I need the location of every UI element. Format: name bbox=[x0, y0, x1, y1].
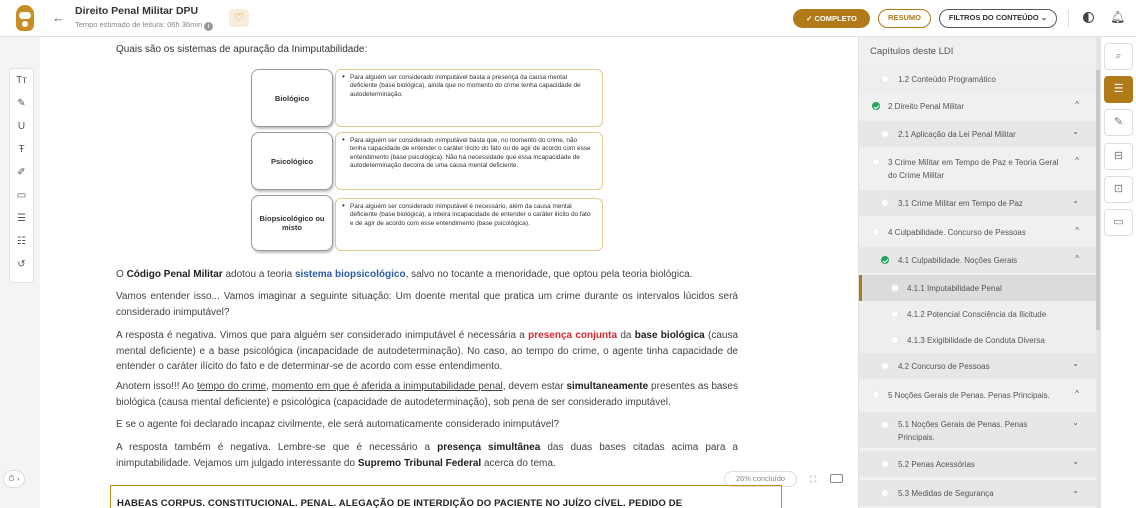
owl-logo-icon[interactable] bbox=[16, 5, 34, 31]
chapter-item-5-2[interactable]: 5.2 Penas Acessórias ⌄ bbox=[859, 451, 1096, 477]
undo-icon[interactable]: ↺ bbox=[17, 259, 26, 270]
status-dot bbox=[881, 421, 889, 429]
chapter-item-4-1-1[interactable]: 4.1.1 Imputabilidade Penal bbox=[859, 275, 1096, 301]
chevron-up-icon[interactable]: ^ bbox=[1075, 254, 1079, 263]
chapters-list-icon[interactable]: ☰ bbox=[1104, 76, 1133, 103]
chapter-item-4-1[interactable]: 4.1 Culpabilidade. Noções Gerais ^ bbox=[859, 247, 1096, 273]
chevron-up-icon[interactable]: ^ bbox=[1075, 156, 1079, 165]
card-view-icon[interactable] bbox=[830, 474, 843, 483]
chevron-up-icon[interactable]: ^ bbox=[1075, 226, 1079, 235]
chevron-up-icon[interactable]: ^ bbox=[1075, 100, 1079, 109]
figure-label-psicologico: Psicológico bbox=[251, 132, 333, 190]
chapter-item-5-3[interactable]: 5.3 Medidas de Segurança ⌄ bbox=[859, 480, 1096, 506]
chevron-down-icon[interactable]: ⌄ bbox=[1072, 359, 1079, 368]
reading-time-text: Tempo estimado de leitura: 06h 36min bbox=[75, 20, 203, 29]
paragraph-cpm-theory: O Código Penal Militar adotou a teoria sistema biopsicológico, salvo no tocante a menoridade, que optou pela teoria biológica. bbox=[116, 269, 693, 280]
resumo-button[interactable]: RESUMO bbox=[878, 9, 931, 28]
contrast-icon[interactable] bbox=[1083, 12, 1094, 23]
section-question: Quais são os sistemas de apuração da Inimputabilidade: bbox=[116, 44, 368, 55]
chapter-item-3[interactable]: 3 Crime Militar em Tempo de Paz e Teoria Geral do Crime Militar ^ bbox=[859, 151, 1096, 187]
header-divider bbox=[1068, 10, 1069, 27]
status-dot bbox=[872, 158, 880, 166]
chapter-item-1-2[interactable]: 1.2 Conteúdo Programático bbox=[859, 66, 1096, 92]
strikethrough-icon[interactable]: Ŧ bbox=[18, 144, 25, 155]
chapter-item-5-1[interactable]: 5.1 Noções Gerais de Penas. Penas Principais. ⌄ bbox=[859, 412, 1096, 448]
top-header bbox=[0, 0, 1136, 37]
paragraph-example: Vamos entender isso... Vamos imaginar a seguinte situação: Um doente mental que pratica um crime durante os intervalos lúcidos será considerado inimputável? bbox=[116, 291, 738, 318]
jurisprudence-box: HABEAS CORPUS. CONSTITUCIONAL. PENAL. ALEGAÇÃO DE INTERDIÇÃO DO PACIENTE NO JUÍZO CÍVEL. PEDIDO DE bbox=[110, 485, 782, 508]
status-dot bbox=[881, 199, 889, 207]
paragraph-answer-also-negative: A resposta também é negativa. Lembre-se que é necessário a presença simultânea das duas bases citadas acima para a inimputabilidade. Vejamos um julgado interessante do Supremo Tribunal Federal acerca do tema. bbox=[116, 442, 738, 469]
annotation-toolbar bbox=[9, 68, 34, 283]
chapter-item-2-1[interactable]: 2.1 Aplicação da Lei Penal Militar ⌄ bbox=[859, 121, 1096, 147]
notification-bell-icon[interactable]: 🔔︎ bbox=[1110, 10, 1126, 24]
chevron-down-icon[interactable]: ⌄ bbox=[1072, 127, 1079, 136]
status-dot bbox=[891, 310, 899, 318]
status-dot bbox=[872, 228, 880, 236]
highlighter-icon[interactable]: ✎ bbox=[17, 98, 26, 109]
chevron-down-icon[interactable]: ⌄ bbox=[1072, 418, 1079, 427]
back-arrow-icon[interactable]: ← bbox=[52, 10, 65, 25]
status-dot bbox=[881, 489, 889, 497]
timer-toggle[interactable]: ⏱ › bbox=[3, 470, 25, 488]
status-dot bbox=[891, 284, 899, 292]
figure-text-biopsicologico: • Para alguém ser considerado inimputável é necessário, além da causa mental deficiente (base biológica), a inteira incapacidade de entender o caráter ilícito do fato e de agir de acordo com esse entendimento (base psicológica). bbox=[335, 198, 603, 251]
underline-icon[interactable]: U bbox=[17, 121, 26, 132]
fullscreen-icon[interactable]: ⛶ bbox=[810, 474, 817, 484]
chevron-down-icon[interactable]: ⌄ bbox=[1072, 457, 1079, 466]
document-title: Direito Penal Militar DPU bbox=[75, 5, 199, 17]
comment-icon[interactable]: ▭ bbox=[16, 190, 27, 201]
info-icon[interactable]: i bbox=[204, 22, 213, 31]
status-dot bbox=[891, 336, 899, 344]
search-icon[interactable]: ⌕ bbox=[1104, 43, 1133, 70]
chapter-item-5[interactable]: 5 Noções Gerais de Penas. Penas Principais. ^ bbox=[859, 382, 1096, 408]
chapter-item-4[interactable]: 4 Culpabilidade. Concurso de Pessoas ^ bbox=[859, 219, 1096, 245]
notes-pencil-icon[interactable]: ✎ bbox=[1104, 109, 1133, 136]
indent-icon[interactable]: ☰ bbox=[17, 213, 26, 224]
figure-text-psicologico: • Para alguém ser considerado inimputável basta que, no momento do crime, não tenha capacidade de entender o caráter ilícito do fato ou de agir de acordo com esse entendimento (base psicológica). Não há necessidade que essa incapacidade de autodeterminação decorra de uma causa mental deficiente. bbox=[335, 132, 603, 190]
chapter-item-4-1-2[interactable]: 4.1.2 Potencial Consciência da Ilicitude bbox=[859, 301, 1096, 327]
figure-text-biologico: • Para alguém ser considerado inimputável basta a presença da causa mental deficiente (base biológica), ainda que no momento do crime tenha capacidade de autodeterminação. bbox=[335, 69, 603, 127]
edit-note-icon[interactable]: ✐ bbox=[17, 167, 26, 178]
bookmark-icon[interactable]: ⊟ bbox=[1104, 143, 1133, 170]
comments-icon[interactable]: ▭ bbox=[1104, 209, 1133, 236]
reading-time bbox=[75, 20, 213, 31]
status-dot bbox=[881, 362, 889, 370]
figure-label-biologico: Biológico bbox=[251, 69, 333, 127]
completed-check-icon bbox=[881, 256, 889, 264]
status-dot bbox=[881, 75, 889, 83]
status-dot bbox=[881, 130, 889, 138]
chapter-item-4-1-3[interactable]: 4.1.3 Exigibilidade de Conduta Diversa bbox=[859, 327, 1096, 353]
status-dot bbox=[881, 460, 889, 468]
paragraph-anotem: Anotem isso!!! Ao tempo do crime, momento em que é aferida a inimputabilidade penal, devem estar simultaneamente presentes as bases biológica (causa mental deficiente) e psicológica (capacidade de autodeterminação), sob pena de ser considerado imputável. bbox=[116, 381, 738, 408]
favorite-heart-icon[interactable]: ♡ bbox=[229, 9, 249, 27]
chapters-title: Capítulos deste LDI bbox=[870, 46, 954, 57]
paragraph-answer-negative: A resposta é negativa. Vimos que para alguém ser considerado inimputável é necessária a presença conjunta da base biológica (causa mental deficiente) e a base psicológica (incapacidade de autodeterminação). No caso, ao tempo do crime, o agente tinha capacidade de entender o caráter ilícito do fato e de determinar-se de acordo com esse entendimento. bbox=[116, 330, 739, 372]
chapters-panel bbox=[858, 37, 1096, 508]
reading-content bbox=[40, 37, 858, 508]
list-icon[interactable]: ☷ bbox=[17, 236, 26, 247]
chapter-item-3-1[interactable]: 3.1 Crime Militar em Tempo de Paz ⌄ bbox=[859, 190, 1096, 216]
right-rail bbox=[1100, 37, 1136, 508]
chapter-item-2[interactable]: 2 Direito Penal Militar ^ bbox=[859, 93, 1096, 119]
chevron-up-icon[interactable]: ^ bbox=[1075, 389, 1079, 398]
content-filters-button[interactable]: FILTROS DO CONTEÚDO ⌄ bbox=[939, 9, 1057, 28]
paragraph-question-civil: E se o agente foi declarado incapaz civilmente, ele será automaticamente considerado inimputável? bbox=[116, 419, 560, 430]
status-dot bbox=[872, 391, 880, 399]
inimputability-systems-figure bbox=[251, 68, 607, 254]
complete-button[interactable]: ✓ COMPLETO bbox=[793, 9, 870, 28]
text-size-icon[interactable]: Tт bbox=[16, 75, 27, 86]
chevron-down-icon[interactable]: ⌄ bbox=[1072, 196, 1079, 205]
chapter-item-4-2[interactable]: 4.2 Concurso de Pessoas ⌄ bbox=[859, 353, 1096, 379]
completed-check-icon bbox=[872, 102, 880, 110]
save-icon[interactable]: ⊡ bbox=[1104, 176, 1133, 203]
figure-label-biopsicologico: Biopsicológico ou misto bbox=[251, 195, 333, 251]
progress-badge: 26% concluído bbox=[724, 471, 797, 487]
chevron-down-icon[interactable]: ⌄ bbox=[1072, 486, 1079, 495]
